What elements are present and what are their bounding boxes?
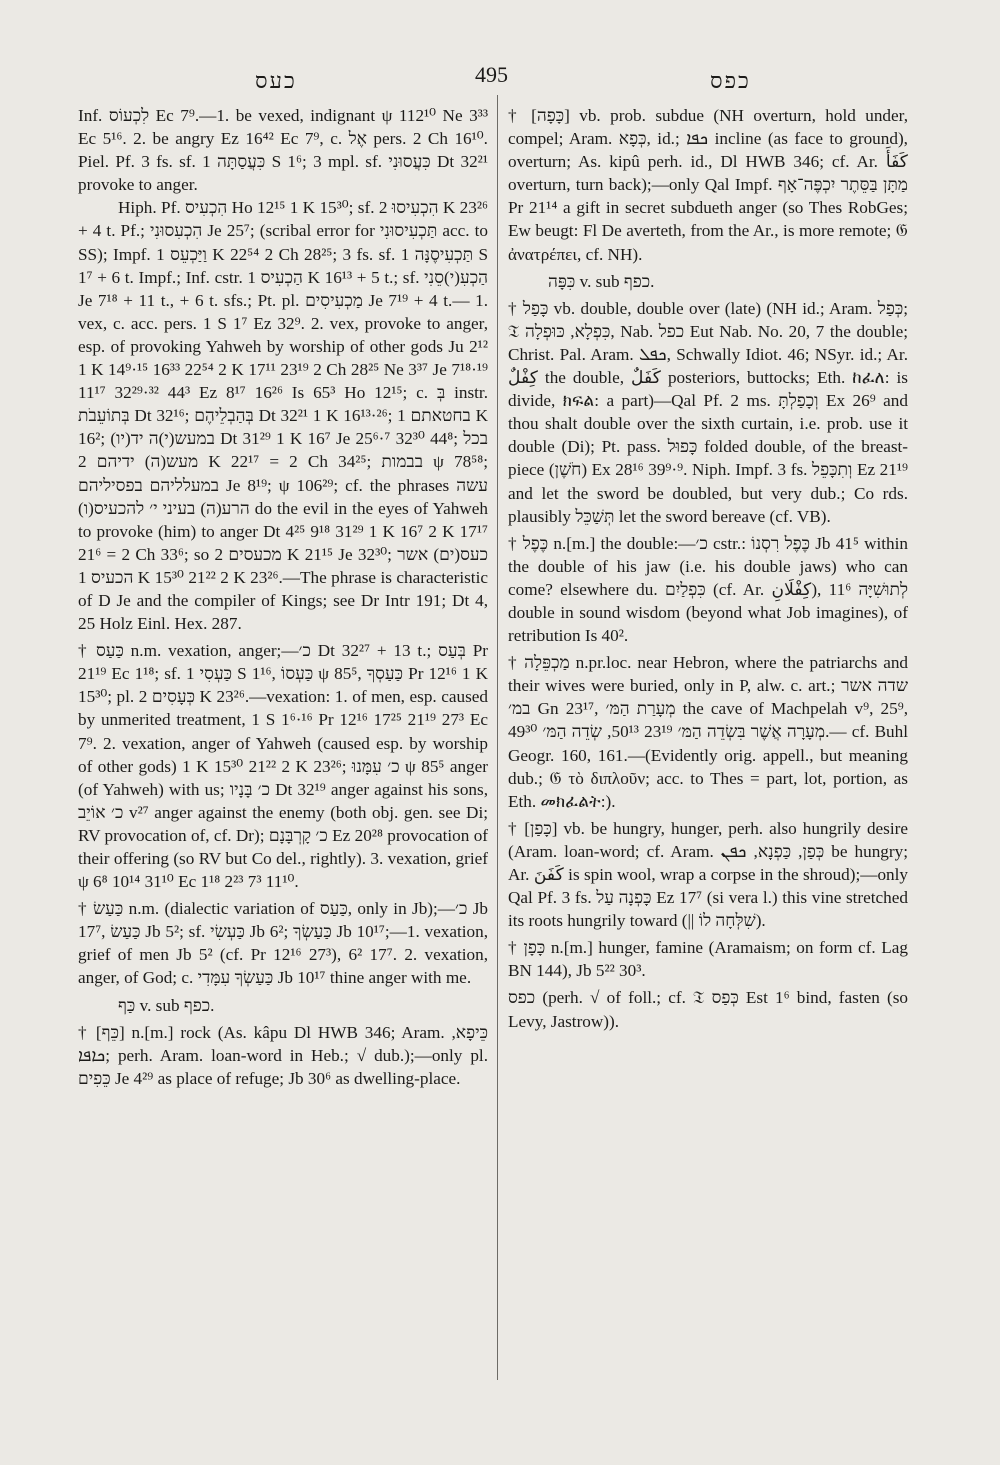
entry-paragraph: † כָּפָן n.[m.] hunger, famine (Aramaism; on form cf. Lag BN 144), Jb 5²² 30³. xyxy=(508,938,908,981)
left-column xyxy=(78,104,488,1090)
entry-paragraph: † כַּעַס n.m. vexation, anger;—כ׳ Dt 32²⁷ + 13 t.; בְּעַס Pr 21¹⁹ Ec 1¹⁸; sf. כַּעְסִי 1 S 1¹⁶, כַּעְסוֹ ψ 85⁵, כַּעַסְךָ Pr 12¹⁶ 1 K 15³⁰; pl. כְּעָסִים 2 K 23²⁶.—vexation: 1. of men, esp. caused by unmerited treatment, 1 S 1⁶·¹⁶ Pr 12¹⁶ 17²⁵ 21¹⁹ 27³ Ec 7⁹. 2. vexation, anger of Yahweh (caused esp. by worship of other gods) 1 K 15³⁰ 21²² 2 K 23²⁶; כ׳ עִמָּנוּ ψ 85⁵ anger (of Yahweh) with us; כ׳ בָּנָיו Dt 32¹⁹ anger against his sons, כ׳ אוֹיֵב v²⁷ anger against the enemy (both obj. gen. see Di; RV provocation of, cf. Dr); כ׳ קָרְבָּנָם Ez 20²⁸ provocation of their offering (so RV but Co del., rightly). 3. vexation, grief ψ 6⁸ 10¹⁴ 31¹⁰ Ec 1¹⁸ 2²³ 7³ 11¹⁰. xyxy=(78,641,489,892)
entry-paragraph: Inf. לִכְעוֹס Ec 7⁹.—1. be vexed, indignant ψ 112¹⁰ Ne 3³³ Ec 5¹⁶. 2. be angry Ez 16⁴² Ec 7⁹, c. אֶל pers. 2 Ch 16¹⁰. Piel. Pf. 3 fs. sf. כִּעֲסַתָּה 1 S 1⁶; 3 mpl. sf. כִּעֲסוּנִי Dt 32²¹ provoke to anger. xyxy=(78,106,488,195)
entry-paragraph: כפס (perh. √ of foll.; cf. 𝔗 כְּפַס Est 1⁶ bind, fasten (so Levy, Jastrow)). xyxy=(508,988,908,1031)
left-running-head: כעס xyxy=(255,68,297,93)
entry-paragraph: † כָּפַל vb. double, double over (late) (NH id.; Aram. כְּפַל; 𝔗 כִּפְלָא, כּוּפְלָה, Nab. כפל Eut Nab. No. 20, 7 the double; Christ. Pal. Aram. ܟܦܠ, Schwally Idiot. 46; NSyr. id.; Ar. كِفْلٌ the double, كَفَلٌ posteriors, buttocks; Eth. ከፈለ: is divide, ክፍል: a part)—Qal Pf. 2 ms. וְכָפַלְתָּ Ex 26⁹ and thou shalt double over the sixth curtain, i.e. prob. use it double (Di); Pt. pass. כָּפוּל folded double, of the breast-piece (חֹשֶׁן) Ex 28¹⁶ 39⁹·⁹. Niph. Impf. 3 fs. וְתִכָּפֵל Ez 21¹⁹ and let the sword be doubled, but very dub.; Co rds. plausibly תְּשַׁכֵּל let the sword bereave (cf. VB). xyxy=(508,298,909,526)
cross-reference: כַּף v. sub כפף. xyxy=(118,995,215,1015)
page-number: 495 xyxy=(475,62,508,87)
entry-paragraph: † [כָּפָה] vb. prob. subdue (NH overturn, hold under, compel; Aram. כְּפָא, id.; ܟܦܐ incline (as face to ground), overturn; As. kipû perh. id., Dl HWB 346; cf. Ar. كَفَأَ overturn, turn back);—only Qal Impf. מַתָּן בַּסֵּתֶר יִכְפֶּה־אָף Pr 21¹⁴ a gift in secret subdueth anger (so Thes RobGes; Ew beugt: Fl De averteth, from the Ar., is more remote; 𝔊 ἀνατρέπει, cf. NH). xyxy=(508,106,908,264)
cross-reference: כִּפָּה v. sub כפף. xyxy=(548,271,655,291)
entry-paragraph: † כֶּפֶל n.[m.] the double:—כ׳ cstr.: כֶּפֶל רִסְנוֹ Jb 41⁵ within the double of his jaw (i.e. his double jaws) who can come? elsewhere du. כִּפְלַיִם (cf. Ar. كِفْلَانِ), לְתוּשִׁיָּה 11⁶ double in sound wisdom (beyond what Job imagines), of retribution Is 40². xyxy=(508,533,908,646)
entry-paragraph: † [כָּפַן] vb. be hungry, hunger, perh. also hungrily desire (Aram. loan-word; cf. Aram. כְּפַן, כַּפְנָא, ܟܦܢ be hungry; Ar. كَفَنَ is spin wool, wrap a corpse in the shroud);—only Qal Pf. 3 fs. כָּפְנָה עַל Ez 17⁷ (si vera l.) this vine stretched its roots hungrily toward (|| שִׁלְּחָה לוֹ). xyxy=(508,818,909,931)
entry-paragraph: † מַכְפֵּלָה n.pr.loc. near Hebron, where the patriarchs and their wives were buried, only in P, alw. c. art.; שדה אשר במ׳ Gn 23¹⁷, מְעָרַת הַמּ׳ the cave of Machpelah v⁹, 25⁹, מְעָרָה אֲשֶׁר בִּשְׂדֵה הַמּ׳ 23¹⁹ 50¹³, שְׂדֵה הַמּ׳ 49³⁰.— cf. Buhl Geogr. 160, 161.—(Evidently orig. appell., but meaning dub.; 𝔊 τὸ διπλοῦν; acc. to Thes = part, lot, portion, as Eth. መክፈልት:). xyxy=(508,653,909,811)
page-header xyxy=(70,62,920,102)
entry-paragraph: † כַּעַשׂ n.m. (dialectic variation of כַּעַס, only in Jb);—כ׳ Jb 17⁷, כַּעַשׂ Jb 5²; sf. כַּעְשִׂי Jb 6²; כַּעַשְׂךָ Jb 10¹⁷;—1. vexation, grief of men Jb 5² (cf. Pr 12¹⁶ 27³), 6² 17⁷. 2. vexation, anger, of God; c. כַּעַשְׂךָ עִמָּדִי Jb 10¹⁷ thine anger with me. xyxy=(78,899,488,988)
column-divider xyxy=(497,95,498,1380)
right-column xyxy=(508,104,908,1033)
entry-paragraph: † [כֵּף] n.[m.] rock (As. kâpu Dl HWB 346; Aram. כֵּיפָא, ܟܐܦܐ; perh. Aram. loan-word in Heb.; √ dub.);—only pl. כֵּפִים Je 4²⁹ as place of refuge; Jb 30⁶ as dwelling-place. xyxy=(78,1022,489,1088)
right-running-head: כפס xyxy=(710,68,751,93)
entry-paragraph: Hiph. Pf. הִכְעִיס Ho 12¹⁵ 1 K 15³⁰; sf. הִכְעִיסוּ 2 K 23²⁶ + 4 t. Pf.; הִכְעִסוּנִי Je 25⁷; (scribal error for תַּכְעִיסוּנִי acc. to SS); Impf. וַיַּכְעֵס 1 K 22⁵⁴ 2 Ch 28²⁵; 3 fs. sf. תַּכְעִיסֶנָּה 1 S 1⁷ + 6 t. Impf.; Inf. cstr. הַכְעִיס 1 K 16¹³ + 5 t.; sf. הַכְעִ(י)סֵנִי Je 7¹⁸ + 11 t., + 6 t. sfs.; Pt. pl. מַכְעִיסִים Je 7¹⁹ + 4 t.— 1. vex, c. acc. pers. 1 S 1⁷ Ez 32⁹. 2. vex, provoke to anger, esp. of provoking Yahweh by worship of other gods Ju 2¹² 1 K 14⁹·¹⁵ 16³³ 22⁵⁴ 2 K 17¹¹ 23¹⁹ 2 Ch 28²⁵ Ne 3³⁷ Je 7¹⁸·¹⁹ 11¹⁷ 32²⁹·³² 44³ Ez 8¹⁷ 16²⁶ Is 65³ Ho 12¹⁵; c. בְּ instr. בְּתוֹעֵבֹת Dt 32¹⁶; בְּהַבְלֵיהֶם Dt 32²¹ 1 K 16¹³·²⁶; בחטאתם 1 K 16²; במעש(י)ה יד(יו) Dt 31²⁹ 1 K 16⁷ Je 25⁶·⁷ 32³⁰ 44⁸; בכל מעש(ה) ידיהם 2 K 22¹⁷ = 2 Ch 34²⁵; בבמות ψ 78⁵⁸; במעלליהם בפסיליהם Je 8¹⁹; ψ 106²⁹; cf. the phrases עשה הרע(ה) בעיני י׳ להכעיס(ו) do the evil in the eyes of Yahweh to provoke (him) to anger Dt 4²⁵ 9¹⁸ 31²⁹ 1 K 16⁷ 2 K 17¹⁷ 21⁶ = 2 Ch 33⁶; so מכעסים 2 K 21¹⁵ Je 32³⁰; כעס(ים) אשר הכעיס 1 K 15³⁰ 21²² 2 K 23²⁶.—The phrase is characteristic of D Je and the compiler of Kings; see Dr Intr 191; Dt 4, 25 Holz Einl. Hex. 287. xyxy=(78,198,489,634)
